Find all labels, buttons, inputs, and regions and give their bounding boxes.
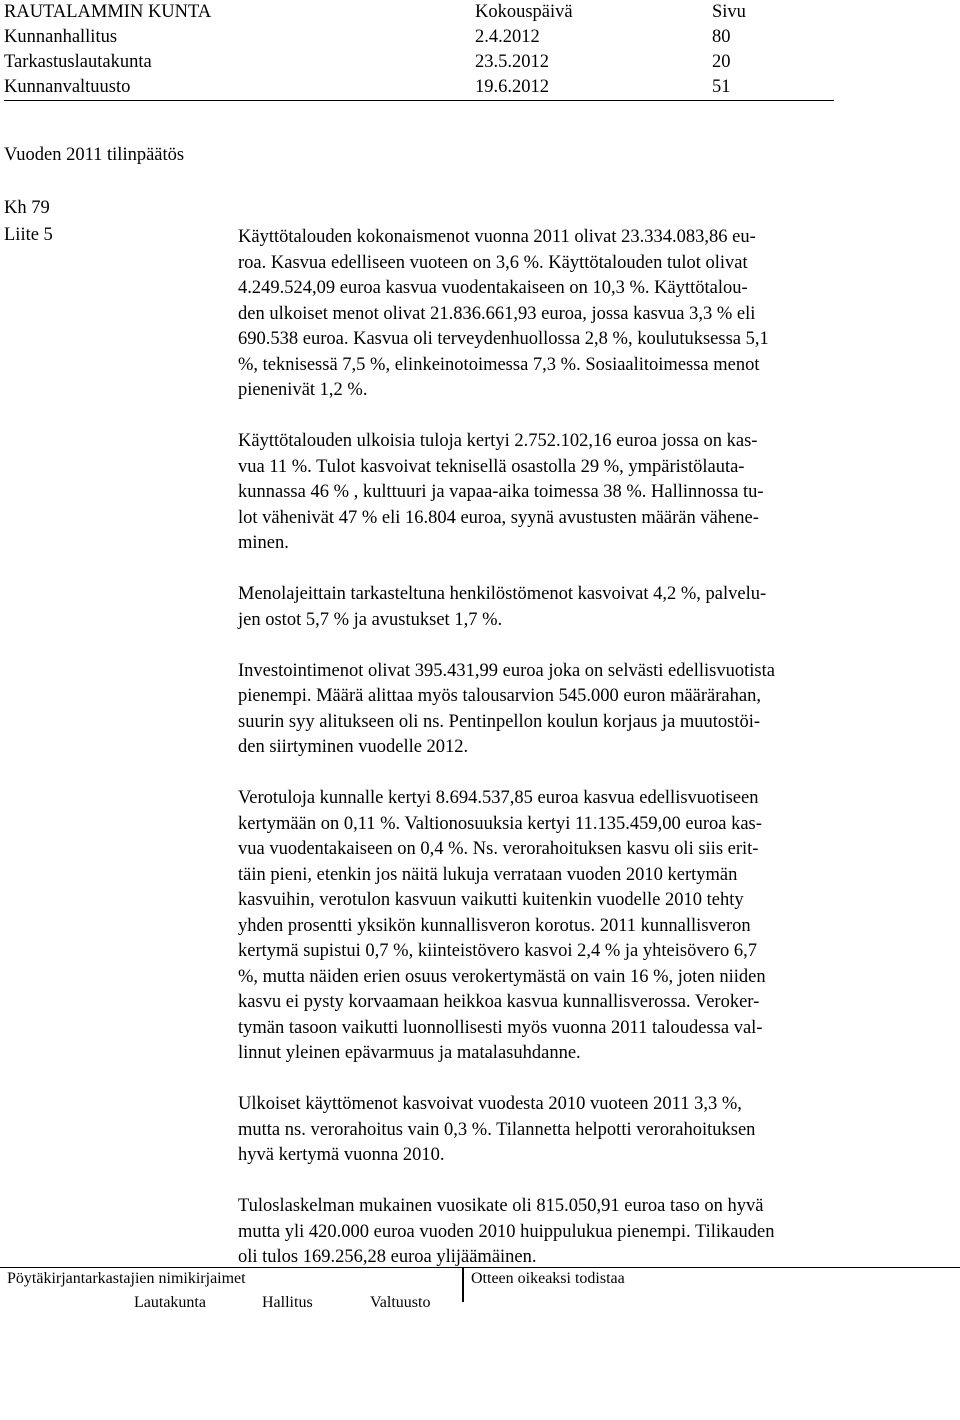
text-line: Käyttötalouden ulkoisia tuloja kertyi 2.752.102,16 euroa jossa on kas-: [238, 431, 758, 451]
paragraph: [238, 582, 878, 633]
text-line: hyvä kertymä vuonna 2010.: [238, 1145, 445, 1165]
page-number: 20: [712, 52, 731, 72]
header-row: [4, 0, 834, 25]
text-line: %, teknisessä 7,5 %, elinkeinotoimessa 7,3 %. Sosiaalitoimessa menot: [238, 354, 760, 375]
inspectors-initials-label: Pöytäkirjantarkastajien nimikirjaimet: [7, 1270, 246, 1287]
text-line: 690.538 euroa. Kasvua oli terveydenhuollossa 2,8 %, koulutuksessa 5,1: [238, 329, 769, 349]
paragraph-gap: [238, 557, 878, 583]
paragraph-gap: [238, 633, 878, 659]
paragraph: [238, 786, 878, 1067]
body-name: Kunnanvaltuusto: [4, 77, 131, 97]
text-line: kertymä supistui 0,7 %, kiinteistövero kasvoi 2,4 % ja yhteisövero 6,7: [238, 941, 757, 961]
section-number: Kh 79: [4, 198, 50, 218]
text-line: mutta ns. verorahoitus vain 0,3 %. Tilannetta helpotti verorahoituksen: [238, 1119, 756, 1140]
text-line: suurin syy alitukseen oli ns. Pentinpellon koulun korjaus ja muutostöi-: [238, 711, 761, 732]
text-line: täin pieni, etenkin jos näitä lukuja verrataan vuoden 2010 kertymän: [238, 864, 738, 885]
paragraph: [238, 1092, 878, 1169]
paragraph-gap: [238, 1067, 878, 1093]
text-line: linnut yleinen epävarmuus ja matalasuhdanne.: [238, 1043, 581, 1063]
text-line: jen ostot 5,7 % ja avustukset 1,7 %.: [238, 609, 503, 630]
meeting-date: 23.5.2012: [475, 52, 549, 72]
text-line: oli tulos 169.256,28 euroa ylijäämäinen.: [238, 1247, 537, 1267]
attachment-label: Liite 5: [4, 225, 53, 245]
text-line: lot vähenivät 47 % eli 16.804 euroa, syynä avustusten määrän vähene-: [238, 507, 759, 528]
document-body: [238, 225, 878, 1271]
text-line: roa. Kasvua edelliseen vuoteen on 3,6 %. Käyttötalouden tulot olivat: [238, 252, 748, 273]
footer-divider: [0, 1267, 960, 1268]
header-row: [4, 25, 834, 50]
text-line: pienempi. Määrä alittaa myös talousarvion 545.000 euron määrärahan,: [238, 686, 761, 706]
municipality-name: RAUTALAMMIN KUNTA: [4, 2, 212, 22]
text-line: Menolajeittain tarkasteltuna henkilöstömenot kasvoivat 4,2 %, palvelu-: [238, 584, 767, 604]
council-label: Valtuusto: [370, 1294, 431, 1311]
paragraph: [238, 1194, 878, 1271]
text-line: Tuloslaskelman mukainen vuosikate oli 815.050,91 euroa taso on hyvä: [238, 1196, 764, 1216]
board-label: Hallitus: [262, 1294, 313, 1311]
text-line: kertymään on 0,11 %. Valtionosuuksia kertyi 11.135.459,00 euroa kas-: [238, 813, 762, 834]
text-line: yhden prosentti yksikön kunnallisveron korotus. 2011 kunnallisveron: [238, 915, 751, 936]
page-number: 80: [712, 27, 731, 47]
meeting-date-label: Kokouspäivä: [475, 2, 573, 22]
meeting-date: 19.6.2012: [475, 77, 549, 97]
text-line: vua 11 %. Tulot kasvoivat teknisellä osastolla 29 %, ympäristölauta-: [238, 456, 745, 477]
paragraph: [238, 429, 878, 557]
text-line: tymän tasoon vaikutti luonnollisesti myös vuonna 2011 taloudessa val-: [238, 1017, 763, 1038]
signature-footer: [0, 1267, 960, 1311]
text-line: Investointimenot olivat 395.431,99 euroa joka on selvästi edellisvuotista: [238, 660, 775, 681]
meeting-date: 2.4.2012: [475, 27, 540, 47]
text-line: kasvuihin, verotulon kasvuun vaikutti kuitenkin vuodelle 2010 tehty: [238, 890, 744, 910]
committee-label: Lautakunta: [134, 1294, 206, 1311]
text-line: den siirtyminen vuodelle 2012.: [238, 737, 469, 757]
text-line: pienenivät 1,2 %.: [238, 380, 368, 400]
paragraph-gap: [238, 761, 878, 787]
text-line: minen.: [238, 533, 289, 553]
body-name: Kunnanhallitus: [4, 27, 118, 47]
page-label: Sivu: [712, 2, 746, 22]
text-line: kunnassa 46 % , kulttuuri ja vapaa-aika toimessa 38 %. Hallinnossa tu-: [238, 482, 764, 502]
text-line: den ulkoiset menot olivat 21.836.661,93 euroa, jossa kasvua 3,3 % eli: [238, 303, 756, 324]
page-number: 51: [712, 77, 731, 97]
text-line: Verotuloja kunnalle kertyi 8.694.537,85 euroa kasvua edellisvuotiseen: [238, 788, 759, 808]
paragraph: [238, 659, 878, 761]
paragraph-gap: [238, 404, 878, 430]
document-header: [4, 0, 834, 101]
text-line: vua vuodentakaiseen on 0,4 %. Ns. verorahoituksen kasvu oli siis erit-: [238, 839, 759, 859]
text-line: 4.249.524,09 euroa kasvua vuodentakaiseen on 10,3 %. Käyttötalou-: [238, 278, 748, 298]
text-line: Käyttötalouden kokonaismenot vuonna 2011 olivat 23.334.083,86 eu-: [238, 227, 756, 247]
header-row: [4, 50, 834, 75]
header-row: [4, 75, 834, 101]
body-name: Tarkastuslautakunta: [4, 52, 152, 72]
text-line: kasvu ei pysty korvaamaan heikkoa kasvua kunnallisverossa. Veroker-: [238, 992, 760, 1012]
text-line: mutta yli 420.000 euroa vuoden 2010 huippulukua pienempi. Tilikauden: [238, 1221, 775, 1242]
text-line: Ulkoiset käyttömenot kasvoivat vuodesta 2010 vuoteen 2011 3,3 %,: [238, 1094, 742, 1114]
certified-copy-label: Otteen oikeaksi todistaa: [471, 1270, 625, 1287]
text-line: %, mutta näiden erien osuus verokertymästä on vain 16 %, joten niiden: [238, 966, 766, 987]
document-title: Vuoden 2011 tilinpäätös: [4, 145, 185, 165]
paragraph-gap: [238, 1169, 878, 1195]
paragraph: [238, 225, 878, 404]
footer-column-divider: [462, 1267, 464, 1302]
